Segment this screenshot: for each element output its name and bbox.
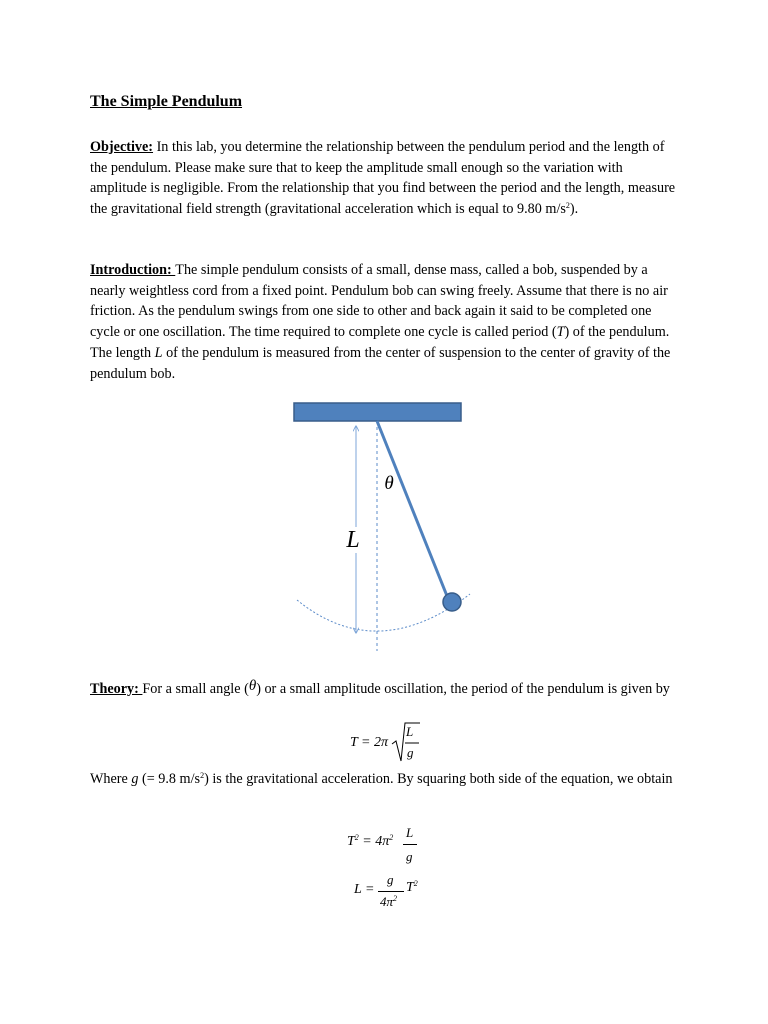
theory-text: For a small angle ( [142,681,249,697]
length-equation-den: $4\pi^2$ [380,894,398,909]
theory-theta: θ [248,678,257,694]
squared-equation-num: L [406,825,414,840]
objective-text-end: ). [569,201,579,218]
length-equation-bar [378,891,404,892]
where-text-2: (= 9.8 m/s [138,771,201,787]
length-variable: L [154,344,163,361]
where-paragraph [90,769,682,790]
length-equation-num: g [387,872,394,887]
theory-label: Theory: [90,681,143,697]
angle-label: θ [384,473,394,494]
squared-equation-bar [403,844,417,845]
objective-text: In this lab, you determine the relationship between the pendulum period and the length of the pendulum. Please make sure that to keep the amplitude small enough so the variation with amplitude is negligible. From the relationship that you find between the period and the length, measure the gravitational field strength (gravitational acceleration which is equal to 9.80 m/s [90,139,676,218]
length-equation-lhs: L = [354,882,375,897]
length-equation-rhs: $T^2$ [406,879,418,895]
squared-equation-den: g [406,849,413,864]
objective-sup: 2 [565,201,570,211]
period-equation-num: L [406,724,414,739]
introduction-text-2: ) of the pendulum. The length [90,324,670,361]
squared-equation-lhs: $T^2 = 4\pi^2$ [347,833,394,849]
objective-label: Objective: [90,139,154,155]
theory-text-2: ) or a small amplitude oscillation, the period of the pendulum is given by [256,681,670,697]
period-equation-lhs: T = 2π [350,735,388,750]
gravity-variable: g [131,771,139,787]
document-title: The Simple Pendulum [90,93,243,110]
where-sup: 2 [200,771,205,780]
period-equation-den: g [407,745,414,760]
length-label: L [346,527,360,553]
introduction-label: Introduction: [90,262,176,278]
introduction-text: The simple pendulum consists of a small, dense mass, called a bob, suspended by a nearly weightless cord from a fixed point. Pendulum bob can swing freely. Assume that there is no air friction. As the pendulum swings from one side to other and back again it said to be completed one cycle or one oscillation. The time required to complete one cycle is called period ( [90,262,668,341]
where-text-3: ) is the gravitational acceleration. By squaring both side of the equation, we obtain [204,771,673,787]
period-variable: T [556,324,565,341]
where-text: Where [90,771,132,787]
introduction-text-3: of the pendulum is measured from the center of suspension to the center of gravity of the pendulum bob. [90,344,671,382]
